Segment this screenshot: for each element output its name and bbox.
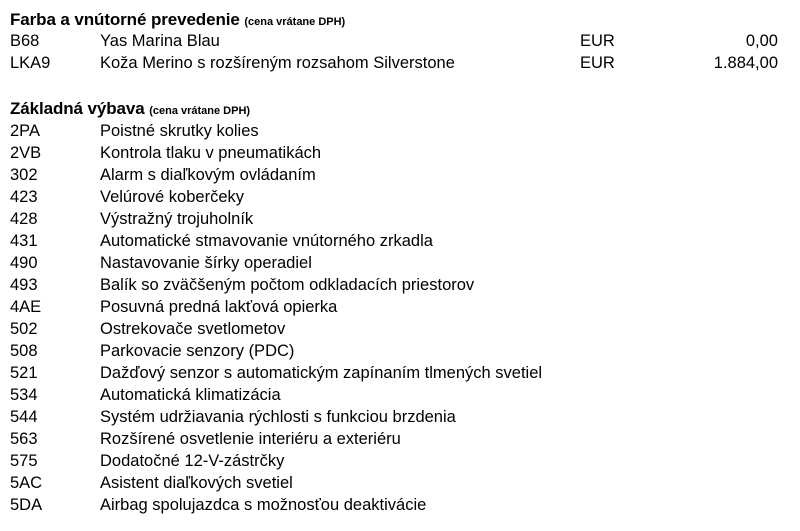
item-code: 502 (10, 320, 38, 338)
equipment-section-heading (10, 99, 250, 121)
list-item (0, 52, 800, 74)
list-item (0, 30, 800, 52)
list-item (0, 164, 800, 186)
item-code: 544 (10, 408, 38, 426)
list-item (0, 142, 800, 164)
item-code: B68 (10, 32, 40, 50)
list-item (0, 450, 800, 472)
item-description: Automatické stmavovanie vnútorného zrkadla (100, 232, 433, 250)
item-code: 5AC (10, 474, 43, 492)
item-code: 521 (10, 364, 38, 382)
list-item (0, 296, 800, 318)
item-code: LKA9 (10, 54, 51, 72)
list-item (0, 274, 800, 296)
list-item (0, 230, 800, 252)
item-currency: EUR (580, 32, 615, 50)
item-description: Asistent diaľkových svetiel (100, 474, 293, 492)
equipment-section-price-note: (cena vrátane DPH) (149, 105, 251, 117)
item-description: Rozšírené osvetlenie interiéru a exteriéru (100, 430, 401, 448)
item-price: 1.884,00 (713, 54, 778, 72)
item-description: Ostrekovače svetlometov (100, 320, 286, 338)
item-description: Automatická klimatizácia (100, 386, 281, 404)
item-description: Dodatočné 12-V-zástrčky (100, 452, 285, 470)
item-currency: EUR (580, 54, 615, 72)
color-section-price-note: (cena vrátane DPH) (244, 16, 346, 28)
list-item (0, 406, 800, 428)
item-description: Poistné skrutky kolies (100, 122, 259, 140)
list-item (0, 208, 800, 230)
list-item (0, 318, 800, 340)
item-code: 2PA (10, 122, 40, 140)
item-code: 575 (10, 452, 38, 470)
color-section-title: Farba a vnútorné prevedenie (10, 10, 240, 29)
list-item (0, 340, 800, 362)
item-description: Kontrola tlaku v pneumatikách (100, 144, 322, 162)
list-item (0, 494, 800, 516)
item-description: Posuvná predná lakťová opierka (100, 298, 338, 316)
item-price: 0,00 (745, 32, 778, 50)
item-description: Koža Merino s rozšíreným rozsahom Silverstone (100, 54, 455, 72)
item-code: 2VB (10, 144, 42, 162)
list-item (0, 120, 800, 142)
item-description: Nastavovanie šírky operadiel (100, 254, 312, 272)
list-item (0, 252, 800, 274)
item-code: 423 (10, 188, 38, 206)
item-code: 563 (10, 430, 38, 448)
item-description: Výstražný trojuholník (100, 210, 254, 228)
item-description: Systém udržiavania rýchlosti s funkciou brzdenia (100, 408, 456, 426)
item-description: Airbag spolujazdca s možnosťou deaktivácie (100, 496, 427, 514)
item-description: Velúrové koberčeky (100, 188, 244, 206)
color-section-heading (10, 10, 345, 32)
equipment-section-title: Základná výbava (10, 99, 145, 118)
item-code: 534 (10, 386, 38, 404)
item-description: Yas Marina Blau (100, 32, 220, 50)
item-description: Parkovacie senzory (PDC) (100, 342, 295, 360)
item-code: 4AE (10, 298, 42, 316)
item-code: 428 (10, 210, 38, 228)
item-code: 493 (10, 276, 38, 294)
list-item (0, 428, 800, 450)
item-description: Alarm s diaľkovým ovládaním (100, 166, 316, 184)
item-description: Balík so zväčšeným počtom odkladacích priestorov (100, 276, 475, 294)
list-item (0, 186, 800, 208)
item-code: 302 (10, 166, 38, 184)
item-description: Dažďový senzor s automatickým zapínaním tlmených svetiel (100, 364, 543, 382)
item-code: 431 (10, 232, 38, 250)
item-code: 5DA (10, 496, 43, 514)
list-item (0, 472, 800, 494)
list-item (0, 362, 800, 384)
item-code: 490 (10, 254, 38, 272)
list-item (0, 384, 800, 406)
item-code: 508 (10, 342, 38, 360)
